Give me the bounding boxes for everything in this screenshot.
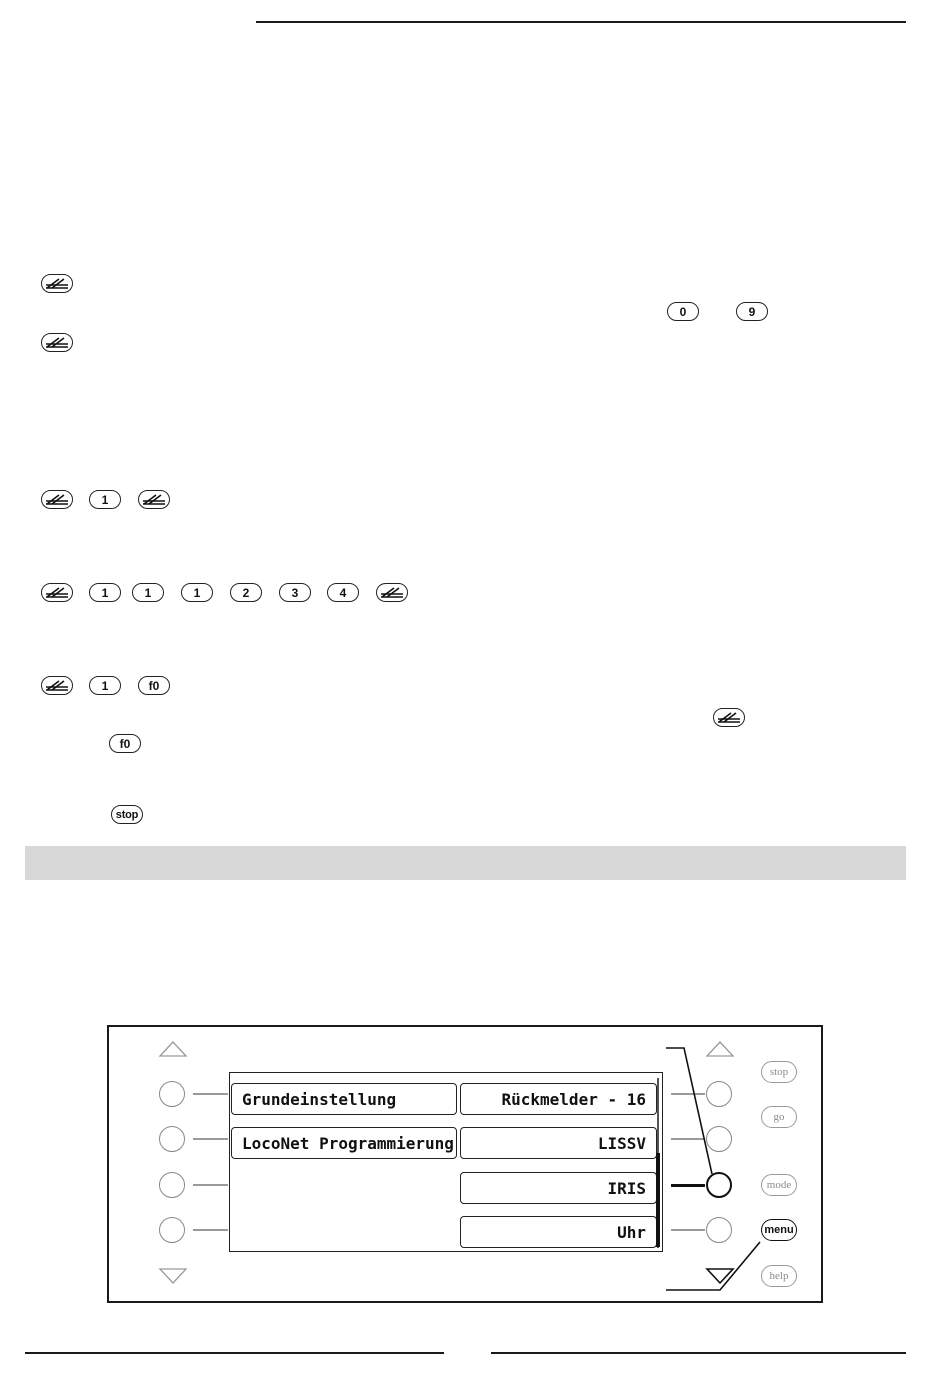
menu-item-loconet-programmierung[interactable]: LocoNet Programmierung — [231, 1127, 457, 1159]
digit-key-1[interactable]: 1 — [132, 583, 164, 602]
lok-rails-icon — [43, 335, 71, 350]
lok-rails-icon — [43, 492, 71, 507]
stop-key[interactable]: stop — [111, 805, 143, 824]
digit-key-1[interactable]: 1 — [89, 490, 121, 509]
lok-key[interactable] — [138, 490, 170, 509]
digit-key-1[interactable]: 1 — [181, 583, 213, 602]
digit-key-2[interactable]: 2 — [230, 583, 262, 602]
digit-key-0[interactable]: 0 — [667, 302, 699, 321]
callout-lines — [660, 1044, 770, 1294]
footer-rule-right — [491, 1352, 906, 1354]
left-softkey-4[interactable] — [159, 1217, 185, 1243]
lok-key[interactable] — [41, 490, 73, 509]
menu-item-grundeinstellung[interactable]: Grundeinstellung — [231, 1083, 457, 1115]
function-key-f0[interactable]: f0 — [109, 734, 141, 753]
go-button[interactable]: go — [761, 1106, 797, 1128]
digit-key-4[interactable]: 4 — [327, 583, 359, 602]
lok-key[interactable] — [41, 583, 73, 602]
header-rule — [256, 21, 906, 23]
digit-key-9[interactable]: 9 — [736, 302, 768, 321]
lok-key[interactable] — [41, 676, 73, 695]
left-softkey-2[interactable] — [159, 1126, 185, 1152]
lok-rails-icon — [43, 276, 71, 291]
function-key-f0[interactable]: f0 — [138, 676, 170, 695]
lok-key[interactable] — [41, 333, 73, 352]
menu-item-uhr[interactable]: Uhr — [460, 1216, 657, 1248]
connector-line — [193, 1138, 228, 1140]
stop-button[interactable]: stop — [761, 1061, 797, 1083]
digit-key-1[interactable]: 1 — [89, 676, 121, 695]
connector-line — [193, 1184, 228, 1186]
left-softkey-3[interactable] — [159, 1172, 185, 1198]
menu-button[interactable]: menu — [761, 1219, 797, 1241]
triangle-up-icon[interactable] — [158, 1040, 188, 1058]
lok-key[interactable] — [713, 708, 745, 727]
lok-key[interactable] — [376, 583, 408, 602]
menu-item-iris[interactable]: IRIS — [460, 1172, 657, 1204]
menu-item-lissv[interactable]: LISSV — [460, 1127, 657, 1159]
section-heading-band — [25, 846, 906, 880]
lok-key[interactable] — [41, 274, 73, 293]
mode-button[interactable]: mode — [761, 1174, 797, 1196]
lok-rails-icon — [715, 710, 743, 725]
left-softkey-1[interactable] — [159, 1081, 185, 1107]
connector-line — [193, 1229, 228, 1231]
digit-key-1[interactable]: 1 — [89, 583, 121, 602]
lok-rails-icon — [378, 585, 406, 600]
menu-item-rueckmelder[interactable]: Rückmelder - 16 — [460, 1083, 657, 1115]
lok-rails-icon — [140, 492, 168, 507]
footer-rule-left — [25, 1352, 444, 1354]
digit-key-3[interactable]: 3 — [279, 583, 311, 602]
lok-rails-icon — [43, 585, 71, 600]
lok-rails-icon — [43, 678, 71, 693]
connector-line — [193, 1093, 228, 1095]
triangle-down-icon[interactable] — [158, 1267, 188, 1285]
help-button[interactable]: help — [761, 1265, 797, 1287]
